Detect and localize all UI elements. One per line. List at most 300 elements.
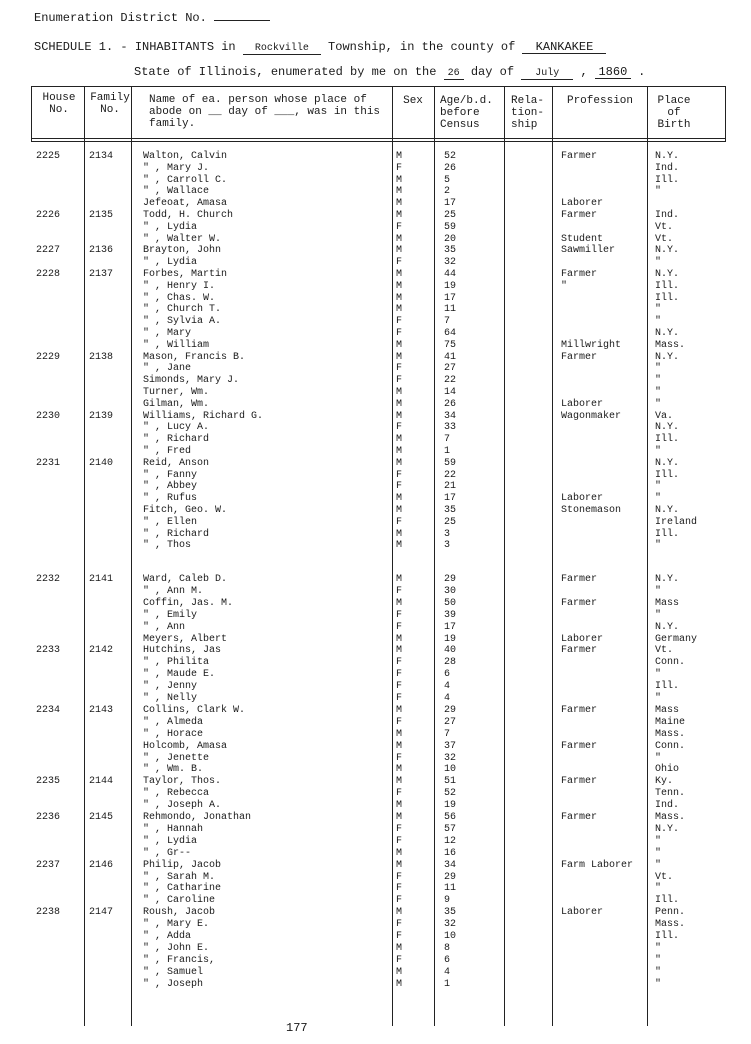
- cell-age: 25: [444, 516, 457, 528]
- cell-name: " , Mary E.: [143, 919, 210, 931]
- cell-age: 8: [444, 942, 451, 954]
- cell-age: 17: [444, 292, 457, 304]
- cell-name: " , Joseph: [143, 978, 204, 990]
- cell-sex: F: [396, 328, 403, 339]
- cell-age: 29: [444, 574, 457, 585]
- cell-sex: F: [396, 516, 403, 528]
- cell-name: Forbes, Martin: [143, 269, 228, 280]
- cell-birth: N.Y.: [655, 151, 680, 162]
- cell-birth: Mass.: [655, 339, 686, 351]
- cell-name: " , Caroline: [143, 895, 216, 907]
- cell-family: 2139: [89, 410, 114, 422]
- cell-profession: Student: [561, 233, 604, 245]
- cell-house: 2229: [36, 351, 61, 363]
- cell-house: 2233: [36, 645, 61, 657]
- cell-age: 33: [444, 422, 457, 434]
- cell-birth: ": [655, 304, 662, 316]
- cell-sex: M: [396, 186, 403, 198]
- cell-name: Simonds, Mary J.: [143, 375, 240, 387]
- cell-age: 10: [444, 764, 457, 776]
- cell-sex: M: [396, 812, 403, 823]
- cell-name: Fitch, Geo. W.: [143, 505, 228, 516]
- cell-age: 19: [444, 633, 457, 645]
- schedule-prefix: SCHEDULE 1. - INHABITANTS in: [34, 40, 236, 54]
- cell-sex: M: [396, 351, 403, 363]
- col-header-sex: Sex: [403, 95, 423, 107]
- cell-birth: ": [655, 186, 662, 198]
- cell-sex: M: [396, 151, 403, 162]
- cell-name: " , Church T.: [143, 304, 222, 316]
- cell-birth: ": [655, 942, 662, 954]
- cell-family: 2136: [89, 245, 114, 257]
- cell-age: 32: [444, 257, 457, 269]
- cell-age: 17: [444, 493, 457, 505]
- cell-birth: N.Y.: [655, 823, 680, 835]
- cell-sex: F: [396, 954, 403, 966]
- day-of-label: day of: [470, 65, 515, 79]
- cell-sex: F: [396, 823, 403, 835]
- cell-sex: M: [396, 776, 403, 788]
- cell-sex: F: [396, 931, 403, 942]
- cell-birth: ": [655, 585, 662, 597]
- cell-sex: M: [396, 764, 403, 776]
- cell-sex: F: [396, 871, 403, 883]
- cell-age: 29: [444, 704, 457, 716]
- cell-name: " , Catharine: [143, 883, 222, 895]
- cell-birth: ": [655, 316, 662, 328]
- cell-profession: Laborer: [561, 398, 604, 410]
- cell-profession: Farmer: [561, 351, 598, 363]
- cell-name: " , Fanny: [143, 469, 198, 481]
- cell-name: Walton, Calvin: [143, 151, 228, 162]
- cell-birth: Germany: [655, 633, 698, 645]
- cell-name: " , Sylvia A.: [143, 316, 222, 328]
- cell-age: 37: [444, 740, 457, 752]
- cell-sex: M: [396, 978, 403, 990]
- cell-sex: F: [396, 621, 403, 633]
- cell-age: 34: [444, 410, 457, 422]
- cell-sex: F: [396, 375, 403, 387]
- cell-profession: Farmer: [561, 812, 598, 823]
- cell-sex: F: [396, 883, 403, 895]
- cell-profession: Farmer: [561, 740, 598, 752]
- cell-profession: Laborer: [561, 907, 604, 919]
- cell-name: Gilman, Wm.: [143, 398, 210, 410]
- cell-birth: Conn.: [655, 740, 686, 752]
- cell-birth: Ireland: [655, 516, 698, 528]
- cell-birth: N.Y.: [655, 328, 680, 339]
- cell-profession: Wagonmaker: [561, 410, 622, 422]
- cell-name: " , Richard: [143, 434, 210, 446]
- col-header-age: Age/b.d. before Census: [440, 95, 493, 131]
- cell-sex: M: [396, 800, 403, 812]
- cell-birth: ": [655, 446, 662, 457]
- cell-profession: Sawmiller: [561, 245, 616, 257]
- col-divider: [84, 86, 85, 1026]
- cell-sex: M: [396, 434, 403, 446]
- cell-birth: ": [655, 859, 662, 871]
- cell-family: 2140: [89, 457, 114, 469]
- cell-age: 57: [444, 823, 457, 835]
- col-header-name: Name of ea. person whose place of abode on __ day of ___, was in this family.: [149, 94, 381, 130]
- cell-age: 30: [444, 585, 457, 597]
- cell-sex: F: [396, 669, 403, 681]
- cell-name: " , Fred: [143, 446, 192, 457]
- cell-name: Collins, Clark W.: [143, 704, 246, 716]
- cell-birth: Ill.: [655, 469, 680, 481]
- cell-name: " , Samuel: [143, 966, 204, 978]
- cell-sex: M: [396, 505, 403, 516]
- cell-age: 7: [444, 316, 451, 328]
- cell-birth: N.Y.: [655, 574, 680, 585]
- cell-profession: ": [561, 280, 568, 292]
- cell-sex: M: [396, 907, 403, 919]
- cell-age: 35: [444, 505, 457, 516]
- cell-birth: ": [655, 257, 662, 269]
- cell-age: 5: [444, 174, 451, 186]
- cell-name: " , Jenette: [143, 752, 210, 764]
- schedule-line: [34, 40, 606, 55]
- cell-house: 2231: [36, 457, 61, 469]
- cell-birth: Vt.: [655, 871, 674, 883]
- cell-age: 19: [444, 800, 457, 812]
- cell-family: 2134: [89, 151, 114, 162]
- cell-sex: M: [396, 398, 403, 410]
- cell-family: 2146: [89, 859, 114, 871]
- cell-profession: Farmer: [561, 645, 598, 657]
- cell-age: 6: [444, 954, 451, 966]
- cell-birth: ": [655, 693, 662, 704]
- cell-name: " , Gr--: [143, 847, 192, 859]
- cell-age: 44: [444, 269, 457, 280]
- cell-name: " , Abbey: [143, 481, 198, 493]
- cell-name: Rehmondo, Jonathan: [143, 812, 252, 823]
- cell-name: Turner, Wm.: [143, 387, 210, 398]
- cell-name: " , Ann: [143, 621, 186, 633]
- cell-sex: M: [396, 269, 403, 280]
- cell-name: Hutchins, Jas: [143, 645, 222, 657]
- cell-age: 29: [444, 871, 457, 883]
- cell-age: 26: [444, 162, 457, 174]
- cell-sex: F: [396, 681, 403, 693]
- cell-age: 59: [444, 457, 457, 469]
- cell-age: 40: [444, 645, 457, 657]
- cell-birth: Ohio: [655, 764, 680, 776]
- cell-profession: Farmer: [561, 151, 598, 162]
- cell-age: 4: [444, 966, 451, 978]
- cell-name: Taylor, Thos.: [143, 776, 222, 788]
- ed-label: Enumeration District No.: [34, 11, 207, 25]
- col-header-birth: Place of Birth: [657, 95, 691, 131]
- cell-family: 2142: [89, 645, 114, 657]
- cell-age: 27: [444, 716, 457, 728]
- cell-age: 34: [444, 859, 457, 871]
- cell-birth: ": [655, 387, 662, 398]
- cell-birth: Vt.: [655, 233, 674, 245]
- cell-birth: ": [655, 883, 662, 895]
- cell-sex: M: [396, 540, 403, 552]
- cell-sex: M: [396, 633, 403, 645]
- cell-sex: M: [396, 704, 403, 716]
- cell-name: " , Mary: [143, 328, 192, 339]
- cell-profession: Farmer: [561, 269, 598, 280]
- cell-age: 17: [444, 198, 457, 210]
- cell-birth: Conn.: [655, 657, 686, 669]
- col-divider: [131, 86, 132, 1026]
- cell-birth: Mass.: [655, 919, 686, 931]
- year-value: 1860: [595, 67, 631, 79]
- enumeration-district-line: [34, 11, 270, 25]
- cell-name: " , John E.: [143, 942, 210, 954]
- cell-house: 2237: [36, 859, 61, 871]
- cell-sex: M: [396, 174, 403, 186]
- cell-name: Holcomb, Amasa: [143, 740, 228, 752]
- cell-profession: Farm Laborer: [561, 859, 634, 871]
- cell-birth: Ky.: [655, 776, 674, 788]
- col-divider: [552, 86, 553, 1026]
- cell-birth: Mass: [655, 704, 680, 716]
- cell-profession: Laborer: [561, 493, 604, 505]
- cell-age: 19: [444, 280, 457, 292]
- cell-sex: M: [396, 446, 403, 457]
- cell-house: 2232: [36, 574, 61, 585]
- cell-name: " , Lydia: [143, 221, 198, 233]
- cell-name: " , Lucy A.: [143, 422, 210, 434]
- cell-profession: Farmer: [561, 597, 598, 609]
- cell-name: " , Lydia: [143, 835, 198, 847]
- cell-name: Reid, Anson: [143, 457, 210, 469]
- cell-name: " , Ann M.: [143, 585, 204, 597]
- cell-name: " , Horace: [143, 728, 204, 740]
- state-prefix: State of Illinois, enumerated by me on the: [134, 65, 437, 79]
- cell-name: " , Nelly: [143, 693, 198, 704]
- ed-value: [214, 20, 270, 21]
- cell-birth: Tenn.: [655, 788, 686, 800]
- cell-birth: Vt.: [655, 221, 674, 233]
- cell-sex: M: [396, 280, 403, 292]
- cell-sex: F: [396, 257, 403, 269]
- cell-family: 2141: [89, 574, 114, 585]
- cell-birth: N.Y.: [655, 422, 680, 434]
- cell-age: 2: [444, 186, 451, 198]
- cell-age: 35: [444, 907, 457, 919]
- cell-age: 4: [444, 693, 451, 704]
- cell-birth: ": [655, 398, 662, 410]
- cell-profession: Farmer: [561, 210, 598, 221]
- cell-family: 2143: [89, 704, 114, 716]
- cell-house: 2227: [36, 245, 61, 257]
- cell-age: 51: [444, 776, 457, 788]
- cell-age: 52: [444, 151, 457, 162]
- cell-birth: ": [655, 752, 662, 764]
- cell-profession: Stonemason: [561, 505, 622, 516]
- cell-age: 11: [444, 883, 457, 895]
- cell-sex: F: [396, 316, 403, 328]
- cell-birth: ": [655, 669, 662, 681]
- cell-sex: F: [396, 422, 403, 434]
- cell-age: 22: [444, 469, 457, 481]
- cell-sex: M: [396, 728, 403, 740]
- cell-house: 2234: [36, 704, 61, 716]
- cell-sex: M: [396, 528, 403, 540]
- cell-age: 12: [444, 835, 457, 847]
- cell-name: " , Rebecca: [143, 788, 210, 800]
- col-divider: [31, 86, 32, 142]
- cell-name: " , Sarah M.: [143, 871, 216, 883]
- cell-name: " , Henry I.: [143, 280, 216, 292]
- cell-name: Mason, Francis B.: [143, 351, 246, 363]
- cell-name: Jefeoat, Amasa: [143, 198, 228, 210]
- cell-age: 27: [444, 363, 457, 375]
- cell-name: " , Emily: [143, 609, 198, 621]
- cell-sex: M: [396, 457, 403, 469]
- cell-house: 2230: [36, 410, 61, 422]
- cell-age: 11: [444, 304, 457, 316]
- cell-sex: M: [396, 493, 403, 505]
- header-bottom-border: [31, 138, 726, 139]
- cell-birth: Ill.: [655, 434, 680, 446]
- cell-name: Roush, Jacob: [143, 907, 216, 919]
- cell-name: " , Maude E.: [143, 669, 216, 681]
- cell-house: 2238: [36, 907, 61, 919]
- cell-birth: Maine: [655, 716, 686, 728]
- cell-sex: M: [396, 233, 403, 245]
- cell-birth: N.Y.: [655, 505, 680, 516]
- cell-sex: M: [396, 942, 403, 954]
- state-line: State of Illinois, enumerated by me on the 26 day of July , 1860 .: [134, 65, 646, 79]
- cell-sex: F: [396, 835, 403, 847]
- cell-sex: M: [396, 574, 403, 585]
- cell-name: " , Richard: [143, 528, 210, 540]
- cell-age: 20: [444, 233, 457, 245]
- cell-age: 7: [444, 434, 451, 446]
- col-divider: [725, 86, 726, 142]
- cell-name: Ward, Caleb D.: [143, 574, 228, 585]
- cell-profession: Laborer: [561, 198, 604, 210]
- cell-name: Meyers, Albert: [143, 633, 228, 645]
- cell-house: 2228: [36, 269, 61, 280]
- cell-house: 2226: [36, 210, 61, 221]
- cell-birth: Mass: [655, 597, 680, 609]
- cell-sex: M: [396, 410, 403, 422]
- cell-family: 2137: [89, 269, 114, 280]
- cell-birth: N.Y.: [655, 351, 680, 363]
- cell-birth: ": [655, 363, 662, 375]
- cell-name: " , Wm. B.: [143, 764, 204, 776]
- cell-family: 2135: [89, 210, 114, 221]
- cell-sex: F: [396, 693, 403, 704]
- cell-sex: M: [396, 292, 403, 304]
- cell-profession: Farmer: [561, 704, 598, 716]
- cell-sex: M: [396, 245, 403, 257]
- cell-house: 2235: [36, 776, 61, 788]
- cell-name: " , Carroll C.: [143, 174, 228, 186]
- cell-sex: F: [396, 609, 403, 621]
- cell-birth: Ind.: [655, 800, 680, 812]
- cell-name: Todd, H. Church: [143, 210, 234, 221]
- cell-name: " , Hannah: [143, 823, 204, 835]
- cell-birth: ": [655, 481, 662, 493]
- cell-birth: Ill.: [655, 528, 680, 540]
- cell-age: 41: [444, 351, 457, 363]
- cell-sex: F: [396, 895, 403, 907]
- cell-sex: F: [396, 788, 403, 800]
- cell-sex: M: [396, 198, 403, 210]
- cell-sex: F: [396, 162, 403, 174]
- cell-age: 26: [444, 398, 457, 410]
- cell-sex: M: [396, 304, 403, 316]
- cell-sex: F: [396, 919, 403, 931]
- cell-profession: Laborer: [561, 633, 604, 645]
- township-suffix: Township, in the county of: [328, 40, 516, 54]
- cell-name: " , Rufus: [143, 493, 198, 505]
- cell-sex: M: [396, 597, 403, 609]
- cell-name: " , Joseph A.: [143, 800, 222, 812]
- cell-sex: F: [396, 481, 403, 493]
- cell-birth: N.Y.: [655, 621, 680, 633]
- cell-birth: Ind.: [655, 210, 680, 221]
- cell-name: " , Wallace: [143, 186, 210, 198]
- cell-birth: Ill.: [655, 174, 680, 186]
- cell-profession: Farmer: [561, 776, 598, 788]
- header-double-border: [31, 141, 726, 142]
- cell-name: Williams, Richard G.: [143, 410, 264, 422]
- cell-name: Coffin, Jas. M.: [143, 597, 234, 609]
- cell-age: 6: [444, 669, 451, 681]
- cell-age: 35: [444, 245, 457, 257]
- cell-age: 52: [444, 788, 457, 800]
- table-top-border: [31, 86, 726, 87]
- cell-age: 3: [444, 528, 451, 540]
- cell-sex: F: [396, 752, 403, 764]
- cell-age: 14: [444, 387, 457, 398]
- cell-birth: Ind.: [655, 162, 680, 174]
- cell-birth: Ill.: [655, 292, 680, 304]
- cell-sex: F: [396, 657, 403, 669]
- month-value: July: [521, 68, 573, 80]
- cell-sex: M: [396, 740, 403, 752]
- cell-age: 25: [444, 210, 457, 221]
- cell-family: 2145: [89, 812, 114, 823]
- col-header-family: Family No.: [90, 92, 130, 116]
- cell-birth: ": [655, 847, 662, 859]
- cell-sex: M: [396, 387, 403, 398]
- cell-name: " , Philita: [143, 657, 210, 669]
- cell-name: " , Mary J.: [143, 162, 210, 174]
- cell-name: " , Francis,: [143, 954, 216, 966]
- cell-age: 3: [444, 540, 451, 552]
- cell-name: " , Ellen: [143, 516, 198, 528]
- township-value: Rockville: [243, 43, 321, 55]
- cell-birth: N.Y.: [655, 269, 680, 280]
- cell-age: 9: [444, 895, 451, 907]
- cell-birth: Penn.: [655, 907, 686, 919]
- cell-name: " , Chas. W.: [143, 292, 216, 304]
- cell-birth: ": [655, 493, 662, 505]
- cell-age: 56: [444, 812, 457, 823]
- page-number: 177: [286, 1021, 308, 1035]
- cell-sex: M: [396, 847, 403, 859]
- cell-sex: F: [396, 469, 403, 481]
- cell-age: 4: [444, 681, 451, 693]
- cell-family: 2138: [89, 351, 114, 363]
- cell-birth: ": [655, 375, 662, 387]
- cell-birth: Mass.: [655, 812, 686, 823]
- cell-age: 64: [444, 328, 457, 339]
- col-header-relation: Rela- tion- ship: [511, 95, 545, 131]
- cell-birth: Ill.: [655, 280, 680, 292]
- cell-profession: Farmer: [561, 574, 598, 585]
